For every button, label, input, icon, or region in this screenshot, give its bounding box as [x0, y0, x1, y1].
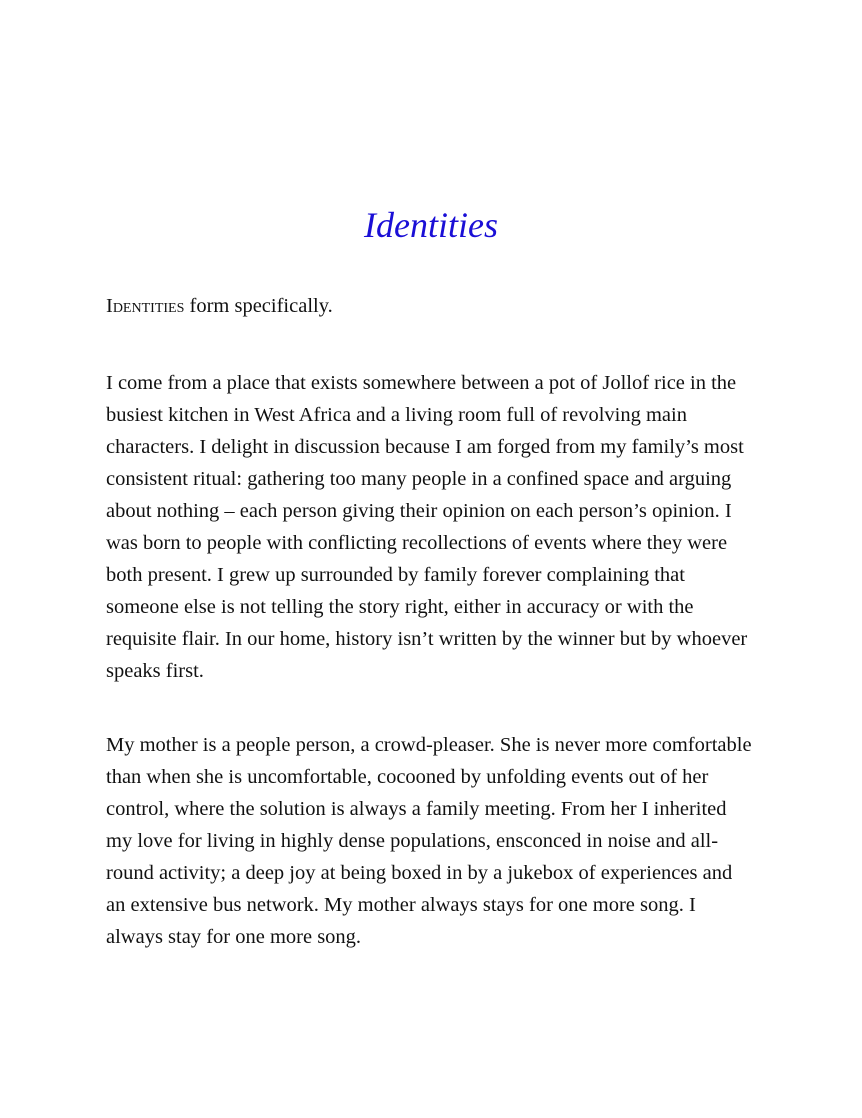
paragraph-1: I come from a place that exists somewhere between a pot of Jollof rice in the busiest kitchen in West Africa and a living room full of revolving main characters. I delight in discussion because I am forged from my family’s most consistent ritual: gathering too many people in a confined space and arguing about nothing – each person giving their opinion on each person’s opinion. I was born to people with conflicting recollections of events where they were both present. I grew up surrounded by family forever complaining that someone else is not telling the story right, either in accuracy or with the requisite flair. In our home, history isn’t written by the winner but by whoever speaks first. [106, 372, 748, 682]
paragraph-2: My mother is a people person, a crowd-pleaser. She is never more comfortable than when she is uncomfortable, cocooned by unfolding events out of her control, where the solution is always a family meeting. From her I inherited my love for living in highly dense populations, ensconced in noise and all-round activity; a deep joy at being boxed in by a jukebox of experiences and an extensive bus network. My mother always stays for one more song. I always stay for one more song. [106, 734, 752, 948]
chapter-title: Identities [364, 205, 498, 245]
lead-sentence [106, 290, 756, 322]
lead-rest: form specifically. [184, 295, 333, 317]
lead-first-word: Identities [106, 295, 185, 317]
